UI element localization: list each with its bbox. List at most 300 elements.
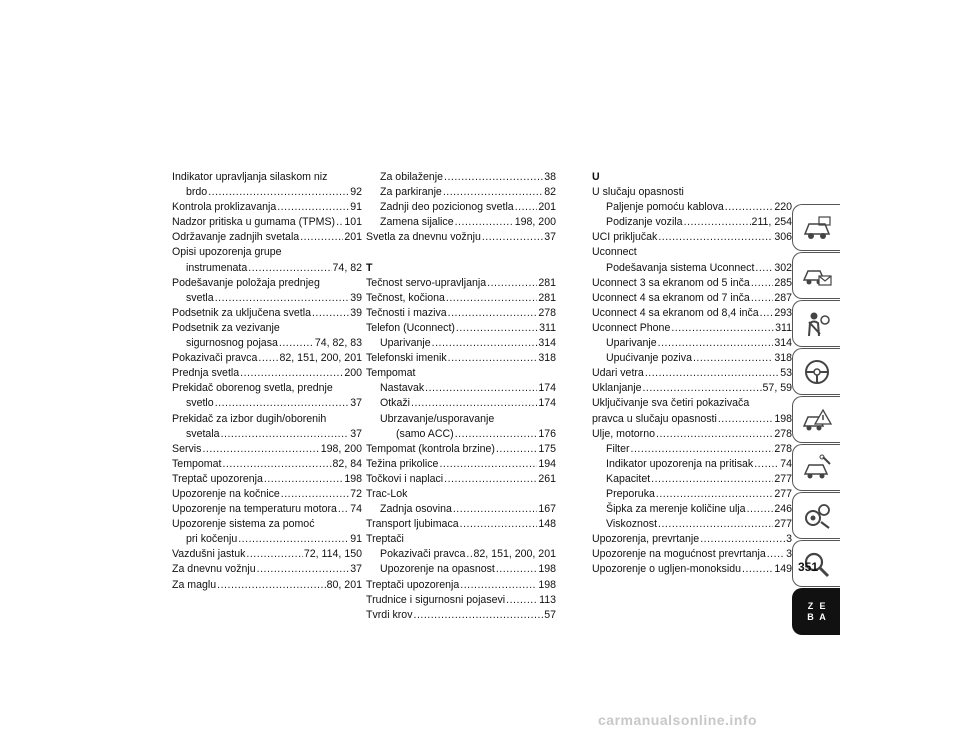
dot-leader	[751, 276, 773, 291]
index-entry-term: Za obilaženje	[380, 171, 444, 183]
index-entry-pages: 148	[538, 518, 556, 531]
dot-leader	[631, 442, 774, 457]
index-entry	[592, 442, 792, 457]
index-entry-pages: 101	[344, 216, 362, 229]
index-entry	[592, 412, 792, 427]
dot-leader	[215, 396, 350, 411]
dot-leader	[215, 291, 350, 306]
index-entry-term: Tečnost servo-upravljanja	[366, 276, 487, 289]
index-entry-term: Preporuka	[606, 487, 655, 500]
index-entry	[366, 276, 556, 291]
index-entry-pages: 3	[786, 533, 792, 546]
index-entry	[592, 487, 792, 502]
index-entry-pages: 149	[774, 563, 792, 576]
index-entry-pages: 91	[350, 201, 362, 214]
dot-leader	[693, 351, 773, 366]
car-service-tools-icon	[801, 454, 833, 482]
index-entry-term: Održavanje zadnjih svetala	[172, 231, 300, 244]
index-entry-pages: 220	[774, 201, 792, 214]
index-entry-term: instrumenata	[186, 261, 248, 274]
seatbelt-person-icon	[801, 310, 833, 338]
index-entry-pages: 39	[350, 306, 362, 319]
index-entry	[366, 442, 556, 457]
index-entry	[172, 366, 362, 381]
dot-leader	[443, 185, 543, 200]
index-entry-pages: 74	[350, 503, 362, 516]
index-entry-pages: 37	[350, 427, 362, 440]
index-entry	[592, 245, 792, 260]
index-entry	[366, 608, 556, 623]
index-entry-term: Trac-Lok	[366, 487, 408, 500]
dot-leader	[439, 457, 537, 472]
dot-leader	[725, 200, 774, 215]
dot-leader	[338, 502, 349, 517]
index-entry-term: Paljenje pomoću kablova	[606, 201, 724, 214]
index-entry-term: Otkaži	[380, 397, 411, 410]
index-letter: E	[819, 600, 826, 611]
index-entry-pages: 37	[544, 231, 556, 244]
index-entry	[172, 261, 362, 276]
index-entry-pages: 72, 114, 150	[303, 548, 362, 561]
index-entry-pages: 281	[538, 291, 556, 304]
dot-leader	[238, 532, 349, 547]
dot-leader	[312, 306, 349, 321]
dot-leader	[281, 487, 349, 502]
index-entry-term: brdo	[186, 186, 208, 199]
index-entry-term: Tvrdi krov	[366, 608, 413, 621]
dot-leader	[432, 336, 538, 351]
index-entry-pages: 314	[538, 337, 556, 350]
tab-car-dashboard[interactable]	[792, 204, 840, 251]
index-letter: B	[807, 611, 814, 622]
index-entry-term: Podešavanje položaja prednjeg	[172, 276, 320, 289]
index-entry	[366, 472, 556, 487]
index-entry-pages: 311	[775, 321, 792, 334]
index-entry-pages: 198, 200	[320, 442, 362, 455]
dot-leader	[336, 215, 343, 230]
index-entry	[366, 396, 556, 411]
index-entry-pages: 318	[538, 352, 556, 365]
index-entry-term: Indikator upravljanja silaskom niz	[172, 171, 328, 183]
dot-leader	[515, 200, 538, 215]
index-entry	[366, 412, 556, 427]
index-entry-pages: 53	[780, 367, 792, 380]
index-entry-term: Upozorenje o ugljen-monoksidu	[592, 563, 741, 576]
index-entry-term: Pokazivači pravca	[172, 352, 258, 365]
index-entry	[366, 517, 556, 532]
index-entry-term: Treptači upozorenja	[366, 578, 460, 591]
index-entry	[592, 366, 792, 381]
dot-leader	[455, 427, 538, 442]
dot-leader	[718, 412, 773, 427]
index-entry-term: Pokazivači pravca	[380, 548, 466, 561]
index-entry-term: Tempomat	[366, 367, 416, 380]
index-entry-term: Transport ljubimaca	[366, 518, 459, 531]
index-entry	[366, 321, 556, 336]
index-entry	[172, 412, 362, 427]
index-entry-term: Upozorenje na opasnost	[380, 563, 495, 576]
index-entry-pages: 278	[774, 442, 792, 455]
watermark-text: carmanualsonline.info	[598, 712, 758, 728]
index-entry-term: Servis	[172, 442, 202, 455]
index-entry	[172, 215, 362, 230]
dot-leader	[448, 306, 538, 321]
dot-leader	[448, 351, 538, 366]
dot-leader	[222, 457, 331, 472]
index-entry-term: Uconnect 4 sa ekranom od 7 inča	[592, 291, 750, 304]
dot-leader	[444, 170, 543, 185]
index-entry-term: Prekidač oborenog svetla, prednje	[172, 382, 333, 395]
tab-car-envelope[interactable]	[792, 252, 840, 299]
index-entry-term: Svetla za dnevnu vožnju	[366, 231, 481, 244]
index-entry-term: Uparivanje	[606, 337, 657, 350]
index-entry-term: Udari vetra	[592, 367, 644, 380]
tab-car-crash[interactable]	[792, 396, 840, 443]
index-entry	[172, 547, 362, 562]
car-envelope-icon	[801, 262, 833, 290]
car-dashboard-icon	[801, 214, 833, 242]
index-section-letter: T	[366, 261, 373, 274]
index-entry	[172, 396, 362, 411]
index-entry	[172, 351, 362, 366]
index-entry	[172, 517, 362, 532]
index-entry-term: Viskoznost	[606, 518, 658, 531]
index-entry-term: Upućivanje poziva	[606, 352, 692, 365]
index-entry-term: Kapacitet	[606, 472, 651, 485]
index-entry-term: Indikator upozorenja na pritisak	[606, 457, 754, 470]
index-entry-pages: 194	[538, 457, 556, 470]
dot-leader	[208, 185, 349, 200]
index-entry	[592, 562, 792, 577]
index-entry-term: pri kočenju	[186, 533, 238, 546]
index-entry-term: svetla	[186, 291, 214, 304]
index-entry-term: Za maglu	[172, 578, 217, 591]
index-entry	[366, 502, 556, 517]
index-entry-term: Tečnosti i maziva	[366, 306, 447, 319]
index-entry-pages: 318	[774, 352, 792, 365]
index-entry-term: svetala	[186, 427, 220, 440]
index-entry-term: Filter	[606, 442, 630, 455]
index-entry-pages: 211, 254	[751, 216, 792, 229]
dot-leader	[264, 472, 343, 487]
index-entry	[366, 381, 556, 396]
index-entry	[592, 351, 792, 366]
index-entry	[172, 562, 362, 577]
index-entry-pages: 113	[539, 593, 556, 606]
index-entry	[592, 457, 792, 472]
index-entry-pages: 277	[774, 518, 792, 531]
index-entry	[172, 336, 362, 351]
dot-leader	[425, 381, 537, 396]
dot-leader	[460, 578, 537, 593]
index-entry	[366, 291, 556, 306]
index-entry	[172, 230, 362, 245]
index-entry-pages: 293	[774, 306, 792, 319]
index-entry-term: Kontrola proklizavanja	[172, 201, 277, 214]
index-entry-pages: 72	[350, 487, 362, 500]
index-entry-term: Uparivanje	[380, 337, 431, 350]
dot-leader	[700, 532, 785, 547]
index-entry	[172, 200, 362, 215]
index-entry-pages: 246	[774, 503, 792, 516]
index-entry-term: Upozorenja, prevrtanje	[592, 533, 700, 546]
index-entry-term: Uključivanje sva četiri pokazivača	[592, 397, 750, 410]
index-entry-pages: 174	[538, 382, 556, 395]
index-entry-pages: 39	[350, 291, 362, 304]
dot-leader	[645, 366, 779, 381]
index-entry-term: Zadnja osovina	[380, 503, 452, 516]
index-entry	[172, 457, 362, 472]
index-entry	[592, 472, 792, 487]
dot-leader	[496, 562, 537, 577]
tab-steering-wheel[interactable]	[792, 348, 840, 395]
dot-leader	[482, 230, 543, 245]
tab-index[interactable]	[792, 588, 840, 635]
index-entry-pages: 3	[786, 548, 792, 561]
index-entry-term: Vazdušni jastuk	[172, 548, 246, 561]
index-entry	[172, 502, 362, 517]
index-entry	[592, 261, 792, 276]
index-entry	[592, 185, 792, 200]
dot-leader	[246, 547, 302, 562]
index-entry-term: Težina prikolice	[366, 457, 439, 470]
dot-leader	[487, 276, 537, 291]
index-column-2	[366, 170, 556, 623]
dot-leader	[754, 457, 779, 472]
index-entry-term: Nadzor pritiska u gumama (TPMS)	[172, 216, 336, 229]
index-entry	[592, 291, 792, 306]
dot-leader	[684, 215, 751, 230]
dot-leader	[217, 578, 325, 593]
index-entry-pages: 198	[538, 563, 556, 576]
index-entry	[172, 321, 362, 336]
index-entry	[366, 427, 556, 442]
index-entry	[366, 366, 556, 381]
index-entry	[592, 396, 792, 411]
index-entry-pages: 37	[350, 397, 362, 410]
index-entry-pages: 74, 82, 83	[314, 337, 362, 350]
index-entry-pages: 201	[538, 201, 556, 214]
index-entry	[592, 532, 792, 547]
index-entry-pages: 287	[774, 291, 792, 304]
dot-leader	[658, 230, 773, 245]
index-entry	[172, 276, 362, 291]
dot-leader	[444, 472, 537, 487]
index-entry	[366, 578, 556, 593]
index-entry-term: Uconnect	[592, 246, 637, 259]
gears-wrench-icon	[801, 502, 833, 530]
index-entry	[366, 562, 556, 577]
dot-leader	[240, 366, 343, 381]
index-entry-pages: 174	[538, 397, 556, 410]
index-entry-term: Zamena sijalice	[380, 216, 454, 229]
index-entry-term: pravca u slučaju opasnosti	[592, 412, 717, 425]
index-entry	[172, 427, 362, 442]
index-entry-pages: 306	[774, 231, 792, 244]
index-entry	[172, 291, 362, 306]
index-entry	[592, 200, 792, 215]
index-column-1	[172, 170, 362, 593]
index-entry-pages: 91	[350, 533, 362, 546]
dot-leader	[656, 427, 773, 442]
dot-leader	[506, 593, 538, 608]
index-entry-pages: 314	[774, 337, 792, 350]
dot-leader	[248, 261, 331, 276]
index-entry	[172, 472, 362, 487]
dot-leader	[453, 502, 537, 517]
index-entry	[366, 487, 556, 502]
dot-leader	[446, 291, 537, 306]
index-entry	[366, 200, 556, 215]
dot-leader	[460, 517, 538, 532]
dot-leader	[658, 517, 773, 532]
index-entry	[592, 306, 792, 321]
page-number: 351	[798, 560, 819, 574]
index-entry-pages: 198	[344, 472, 362, 485]
index-entry	[366, 185, 556, 200]
index-entry-pages: 80, 201	[326, 578, 362, 591]
index-entry-pages: 74, 82	[332, 261, 362, 274]
index-entry	[366, 170, 556, 185]
dot-leader	[411, 396, 537, 411]
dot-leader	[642, 381, 761, 396]
index-entry-term: Upozorenje na temperaturu motora	[172, 503, 337, 516]
index-entry-term: Treptači	[366, 533, 404, 546]
index-entry-term: Uconnect 3 sa ekranom od 5 inča	[592, 276, 750, 289]
index-entry-pages: 198	[774, 412, 792, 425]
index-entry-pages: 82	[544, 186, 556, 199]
index-entry	[172, 532, 362, 547]
dot-leader	[747, 502, 774, 517]
dot-leader	[456, 321, 538, 336]
index-entry-pages: 200	[344, 367, 362, 380]
steering-wheel-icon	[801, 358, 833, 386]
index-entry-term: U slučaju opasnosti	[592, 186, 684, 199]
index-entry-pages: 57, 59	[762, 382, 792, 395]
dot-leader	[496, 442, 537, 457]
index-entry-pages: 277	[774, 472, 792, 485]
index-entry-term: Upozorenje sistema za pomoć	[172, 518, 315, 531]
dot-leader	[755, 261, 773, 276]
index-entry-term: Podsetnik za uključena svetla	[172, 306, 311, 319]
index-entry	[592, 547, 792, 562]
index-entry	[366, 547, 556, 562]
dot-leader	[258, 351, 278, 366]
index-entry-pages: 74	[780, 457, 792, 470]
index-entry-term: Za parkiranje	[380, 186, 442, 199]
index-entry-term: Nastavak	[380, 382, 425, 395]
dot-leader	[414, 608, 544, 623]
index-entry-pages: 281	[538, 276, 556, 289]
index-entry-pages: 198, 200	[514, 216, 556, 229]
index-entry-pages: 57	[544, 608, 556, 621]
index-entry-pages: 278	[538, 306, 556, 319]
index-entry	[366, 306, 556, 321]
index-entry-term: Ubrzavanje/usporavanje	[380, 412, 495, 425]
index-entry-term: UCI priključak	[592, 231, 658, 244]
dot-leader	[455, 215, 514, 230]
index-entry	[592, 276, 792, 291]
index-entry	[366, 215, 556, 230]
index-entry-term: Šipka za merenje količine ulja	[606, 503, 746, 516]
index-entry-pages: 302	[774, 261, 792, 274]
dot-leader	[671, 321, 774, 336]
index-entry-term: Telefonski imenik	[366, 352, 447, 365]
index-entry-term: Prekidač za izbor dugih/oborenih	[172, 412, 327, 425]
index-entry-term: Telefon (Uconnect)	[366, 321, 455, 334]
index-entry-term: Uconnect Phone	[592, 321, 671, 334]
dot-leader	[279, 336, 314, 351]
index-entry-pages: 176	[538, 427, 556, 440]
dot-leader	[202, 442, 319, 457]
index-entry	[172, 185, 362, 200]
dot-leader	[651, 472, 773, 487]
index-column-3	[592, 170, 792, 578]
index-entry-term: (samo ACC)	[396, 427, 454, 440]
index-entry	[592, 321, 792, 336]
tab-car-service[interactable]	[792, 444, 840, 491]
index-entry-term: Tempomat (kontrola brzine)	[366, 442, 495, 455]
dot-leader	[257, 562, 350, 577]
dot-leader	[742, 562, 773, 577]
index-entry	[172, 245, 362, 260]
index-entry-pages: 38	[544, 171, 556, 183]
index-entry	[592, 381, 792, 396]
dot-leader	[760, 306, 774, 321]
tab-seatbelt[interactable]	[792, 300, 840, 347]
index-entry	[172, 170, 362, 185]
index-entry-pages: 278	[774, 427, 792, 440]
index-entry-term: Opisi upozorenja grupe	[172, 246, 282, 259]
index-entry-term: svetlo	[186, 397, 214, 410]
tab-gears[interactable]	[792, 492, 840, 539]
index-entry	[172, 442, 362, 457]
index-entry	[366, 593, 556, 608]
index-entry-term: Ulje, motorno	[592, 427, 655, 440]
index-letter: A	[819, 611, 826, 622]
index-entry-pages: 311	[539, 321, 556, 334]
index-entry-term: Upozorenje na mogućnost prevrtanja	[592, 548, 766, 561]
index-entry	[592, 502, 792, 517]
dot-leader	[277, 200, 349, 215]
index-entry-term: Uconnect 4 sa ekranom od 8,4 inča	[592, 306, 759, 319]
index-entry	[592, 336, 792, 351]
index-entry-term: Treptač upozorenja	[172, 472, 263, 485]
index-tab-letters	[805, 601, 829, 623]
index-entry-pages: 167	[538, 503, 556, 516]
index-entry-term: Trudnice i sigurnosni pojasevi	[366, 593, 506, 606]
index-entry-pages: 37	[350, 563, 362, 576]
car-crash-warning-icon	[801, 406, 833, 434]
index-entry	[366, 532, 556, 547]
index-entry-pages: 82, 84	[332, 457, 362, 470]
index-entry-term: Prednja svetla	[172, 367, 240, 380]
index-spacer	[366, 245, 556, 260]
index-entry	[592, 427, 792, 442]
index-entry	[366, 230, 556, 245]
index-letter: Z	[807, 600, 814, 611]
index-entry-term: Zadnji deo pozicionog svetla	[380, 201, 514, 214]
index-entry	[172, 306, 362, 321]
index-entry-pages: 92	[350, 186, 362, 199]
dot-leader	[751, 291, 773, 306]
index-entry-term: Za dnevnu vožnju	[172, 563, 256, 576]
index-entry-pages: 198	[538, 578, 556, 591]
index-entry-pages: 82, 151, 200, 201	[473, 548, 556, 561]
index-entry	[592, 230, 792, 245]
index-entry	[172, 381, 362, 396]
dot-leader	[466, 547, 472, 562]
